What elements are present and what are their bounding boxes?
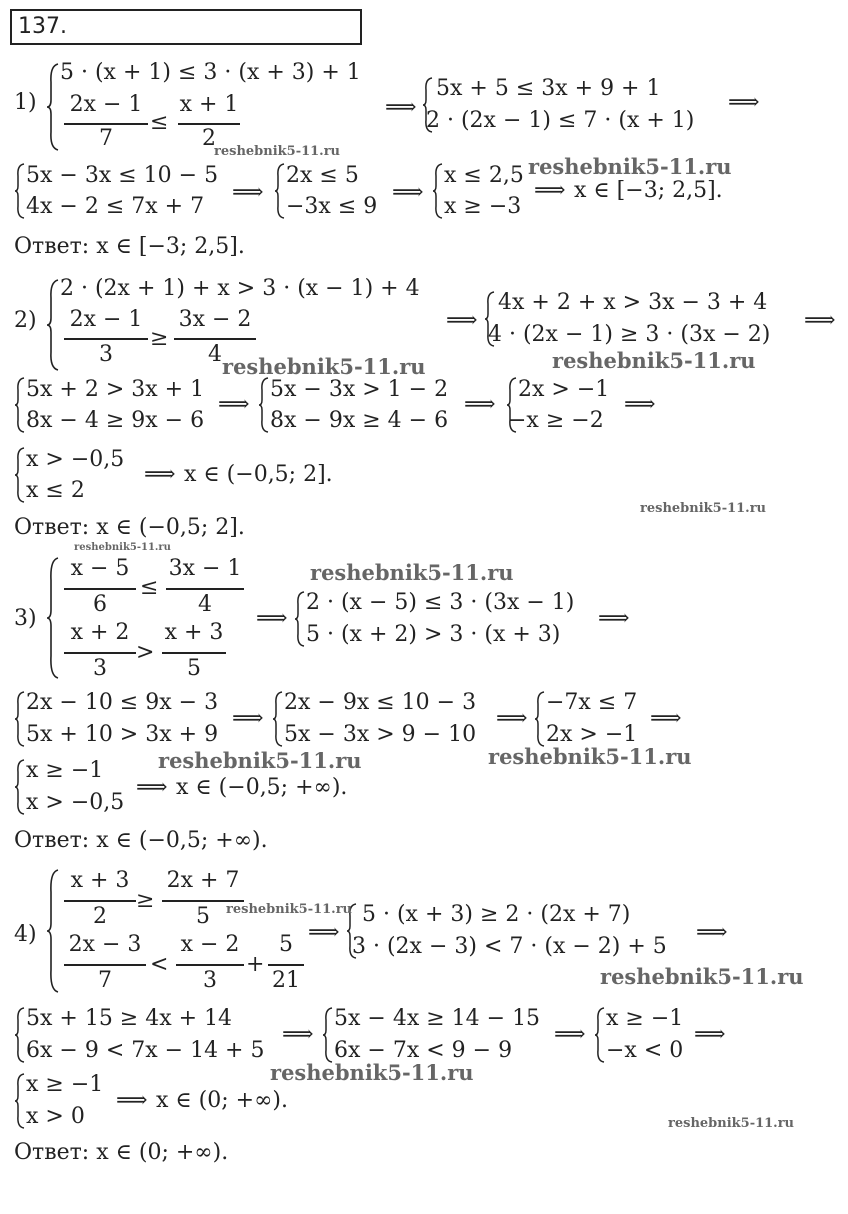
fraction-bar <box>176 964 244 966</box>
p3-r2-c1: −7x ≤ 7 <box>546 690 638 715</box>
fraction-bar <box>174 338 256 340</box>
p2-r3-1: x > −0,5 <box>26 447 125 472</box>
p2-s1-line1: 2 · (2x + 1) + x > 3 · (x − 1) + 4 <box>60 276 420 301</box>
p4-r2-b2: 6x − 7x < 9 − 9 <box>334 1038 513 1063</box>
p4-f1-den: 2 <box>93 904 107 929</box>
brace-icon <box>14 1006 26 1064</box>
p1-answer: Ответ: x ∈ [−3; 2,5]. <box>14 234 245 259</box>
p1-f2-den: 2 <box>202 126 216 151</box>
p4-f1-num: x + 3 <box>70 868 130 893</box>
brace-icon <box>14 690 26 748</box>
p2-f2-num: 3x − 2 <box>178 307 252 332</box>
watermark: reshebnik5-11.ru <box>640 501 767 516</box>
p1-r2-a2: 4x − 2 ≤ 7x + 7 <box>26 194 205 219</box>
implies-arrow: ⟹ <box>696 920 728 945</box>
p3-rel1: ≤ <box>140 575 159 600</box>
p4-label: 4) <box>14 922 37 947</box>
p2-r2-a1: 5x + 2 > 3x + 1 <box>26 377 205 402</box>
p1-s2-line2: 2 · (2x − 1) ≤ 7 · (x + 1) <box>426 108 695 133</box>
fraction-bar <box>166 588 244 590</box>
brace-icon <box>594 1006 606 1064</box>
fraction-bar <box>64 964 146 966</box>
p2-rel: ≥ <box>150 326 169 351</box>
p1-label: 1) <box>14 90 37 115</box>
brace-icon <box>46 62 60 152</box>
p4-r3-2: x > 0 <box>26 1104 85 1129</box>
p4-f2-den: 5 <box>196 904 210 929</box>
implies-arrow: ⟹ <box>728 90 760 115</box>
p1-f2-num: x + 1 <box>179 92 239 117</box>
brace-icon <box>534 690 546 748</box>
p4-rel1: ≥ <box>136 888 155 913</box>
implies-arrow: ⟹ <box>218 392 250 417</box>
p3-r2-b2: 5x − 3x > 9 − 10 <box>284 722 477 747</box>
p4-f3-den: 7 <box>98 968 112 993</box>
p2-r2-b2: 8x − 9x ≥ 4 − 6 <box>270 408 449 433</box>
implies-arrow: ⟹ <box>804 308 836 333</box>
watermark: reshebnik5-11.ru <box>600 964 804 989</box>
p3-f1-num: x − 5 <box>70 556 130 581</box>
p3-s2-line2: 5 · (x + 2) > 3 · (x + 3) <box>306 622 561 647</box>
brace-icon <box>322 1006 334 1064</box>
p2-answer: Ответ: x ∈ (−0,5; 2]. <box>14 515 245 540</box>
p4-f4-den: 3 <box>203 968 217 993</box>
p2-s2-line2: 4 · (2x − 1) ≥ 3 · (3x − 2) <box>488 322 771 347</box>
p2-result: x ∈ (−0,5; 2]. <box>184 462 333 487</box>
p3-r3-1: x ≥ −1 <box>26 758 104 783</box>
p2-r2-c1: 2x > −1 <box>518 377 610 402</box>
implies-arrow: ⟹ <box>446 308 478 333</box>
watermark: reshebnik5-11.ru <box>74 542 171 553</box>
p1-r2-c1: x ≤ 2,5 <box>444 163 524 188</box>
p3-f4-num: x + 3 <box>164 620 224 645</box>
watermark: reshebnik5-11.ru <box>158 748 362 773</box>
fraction-bar <box>64 123 148 125</box>
p3-result: x ∈ (−0,5; +∞). <box>176 775 348 800</box>
fraction-bar <box>64 588 136 590</box>
p3-s2-line1: 2 · (x − 5) ≤ 3 · (3x − 1) <box>306 590 575 615</box>
watermark: reshebnik5-11.ru <box>488 744 692 769</box>
implies-arrow: ⟹ <box>694 1022 726 1047</box>
watermark: reshebnik5-11.ru <box>528 154 732 179</box>
implies-arrow: ⟹ <box>624 392 656 417</box>
p1-r2-c2: x ≥ −3 <box>444 194 522 219</box>
p3-r2-c2: 2x > −1 <box>546 722 638 747</box>
brace-icon <box>294 590 306 648</box>
p3-r3-2: x > −0,5 <box>26 790 125 815</box>
implies-arrow: ⟹ <box>136 775 168 800</box>
p2-label: 2) <box>14 308 37 333</box>
implies-arrow: ⟹ <box>598 606 630 631</box>
brace-icon <box>14 376 26 434</box>
p3-f3-den: 3 <box>93 656 107 681</box>
implies-arrow: ⟹ <box>496 706 528 731</box>
p3-r2-a2: 5x + 10 > 3x + 9 <box>26 722 219 747</box>
watermark: reshebnik5-11.ru <box>270 1060 474 1085</box>
p1-rel: ≤ <box>150 110 169 135</box>
brace-icon <box>432 162 444 220</box>
implies-arrow: ⟹ <box>650 706 682 731</box>
brace-icon <box>14 758 26 816</box>
p2-r2-a2: 8x − 4 ≥ 9x − 6 <box>26 408 205 433</box>
p4-s2-line1: 5 · (x + 3) ≥ 2 · (2x + 7) <box>362 902 631 927</box>
implies-arrow: ⟹ <box>534 178 566 203</box>
p1-r2-b2: −3x ≤ 9 <box>286 194 378 219</box>
brace-icon <box>274 162 286 220</box>
implies-arrow: ⟹ <box>144 462 176 487</box>
p3-rel2: > <box>136 640 155 665</box>
p3-label: 3) <box>14 606 37 631</box>
p4-f5-den: 21 <box>272 968 300 993</box>
p1-result: x ∈ [−3; 2,5]. <box>574 178 723 203</box>
p2-r2-c2: −x ≥ −2 <box>508 408 604 433</box>
p3-f3-num: x + 2 <box>70 620 130 645</box>
brace-icon <box>272 690 284 748</box>
p2-f1-den: 3 <box>99 342 113 367</box>
p3-r2-a1: 2x − 10 ≤ 9x − 3 <box>26 690 219 715</box>
p4-rel2: < <box>150 952 169 977</box>
implies-arrow: ⟹ <box>464 392 496 417</box>
p3-r2-b1: 2x − 9x ≤ 10 − 3 <box>284 690 477 715</box>
p4-s2-line2: 3 · (2x − 3) < 7 · (x − 2) + 5 <box>352 934 667 959</box>
brace-icon <box>14 446 26 504</box>
watermark: reshebnik5-11.ru <box>552 348 756 373</box>
p4-r2-c1: x ≥ −1 <box>606 1006 684 1031</box>
p1-r2-a1: 5x − 3x ≤ 10 − 5 <box>26 163 219 188</box>
brace-icon <box>46 868 60 994</box>
brace-icon <box>258 376 270 434</box>
implies-arrow: ⟹ <box>232 180 264 205</box>
watermark: reshebnik5-11.ru <box>668 1116 795 1131</box>
implies-arrow: ⟹ <box>282 1022 314 1047</box>
p4-f4-num: x − 2 <box>180 932 240 957</box>
implies-arrow: ⟹ <box>554 1022 586 1047</box>
p1-f1-den: 7 <box>99 126 113 151</box>
p2-s2-line1: 4x + 2 + x > 3x − 3 + 4 <box>498 290 768 315</box>
p4-r2-b1: 5x − 4x ≥ 14 − 15 <box>334 1006 541 1031</box>
watermark: reshebnik5-11.ru <box>222 354 426 379</box>
fraction-bar <box>64 652 136 654</box>
p3-f2-num: 3x − 1 <box>168 556 242 581</box>
problem-number: 137. <box>18 14 67 39</box>
implies-arrow: ⟹ <box>116 1088 148 1113</box>
p4-answer: Ответ: x ∈ (0; +∞). <box>14 1140 229 1165</box>
p4-f3-num: 2x − 3 <box>68 932 142 957</box>
brace-icon <box>14 1072 26 1130</box>
implies-arrow: ⟹ <box>392 180 424 205</box>
p4-result: x ∈ (0; +∞). <box>156 1088 288 1113</box>
p1-f1-num: 2x − 1 <box>69 92 143 117</box>
brace-icon <box>14 162 26 220</box>
fraction-bar <box>178 123 240 125</box>
p4-f5-num: 5 <box>279 932 293 957</box>
watermark: reshebnik5-11.ru <box>310 560 514 585</box>
implies-arrow: ⟹ <box>256 606 288 631</box>
p4-r3-1: x ≥ −1 <box>26 1072 104 1097</box>
p3-f1-den: 6 <box>93 592 107 617</box>
brace-icon <box>46 278 60 372</box>
p1-s2-line1: 5x + 5 ≤ 3x + 9 + 1 <box>436 76 661 101</box>
implies-arrow: ⟹ <box>308 920 340 945</box>
p4-r2-a2: 6x − 9 < 7x − 14 + 5 <box>26 1038 265 1063</box>
fraction-bar <box>162 652 226 654</box>
p1-s1-line1: 5 · (x + 1) ≤ 3 · (x + 3) + 1 <box>60 60 361 85</box>
p4-r2-a1: 5x + 15 ≥ 4x + 14 <box>26 1006 233 1031</box>
fraction-bar <box>64 338 148 340</box>
p4-plus: + <box>246 952 265 977</box>
p1-r2-b1: 2x ≤ 5 <box>286 163 359 188</box>
watermark: reshebnik5-11.ru <box>214 144 341 159</box>
p2-r3-2: x ≤ 2 <box>26 478 85 503</box>
p2-r2-b1: 5x − 3x > 1 − 2 <box>270 377 449 402</box>
implies-arrow: ⟹ <box>385 95 417 120</box>
brace-icon <box>46 556 60 680</box>
fraction-bar <box>64 900 136 902</box>
p2-f2-den: 4 <box>208 342 222 367</box>
p4-f2-num: 2x + 7 <box>166 868 240 893</box>
watermark: reshebnik5-11.ru <box>226 902 353 917</box>
p4-r2-c2: −x < 0 <box>606 1038 684 1063</box>
p3-f2-den: 4 <box>198 592 212 617</box>
p3-answer: Ответ: x ∈ (−0,5; +∞). <box>14 828 268 853</box>
p3-f4-den: 5 <box>187 656 201 681</box>
p2-f1-num: 2x − 1 <box>69 307 143 332</box>
implies-arrow: ⟹ <box>232 706 264 731</box>
fraction-bar <box>268 964 304 966</box>
